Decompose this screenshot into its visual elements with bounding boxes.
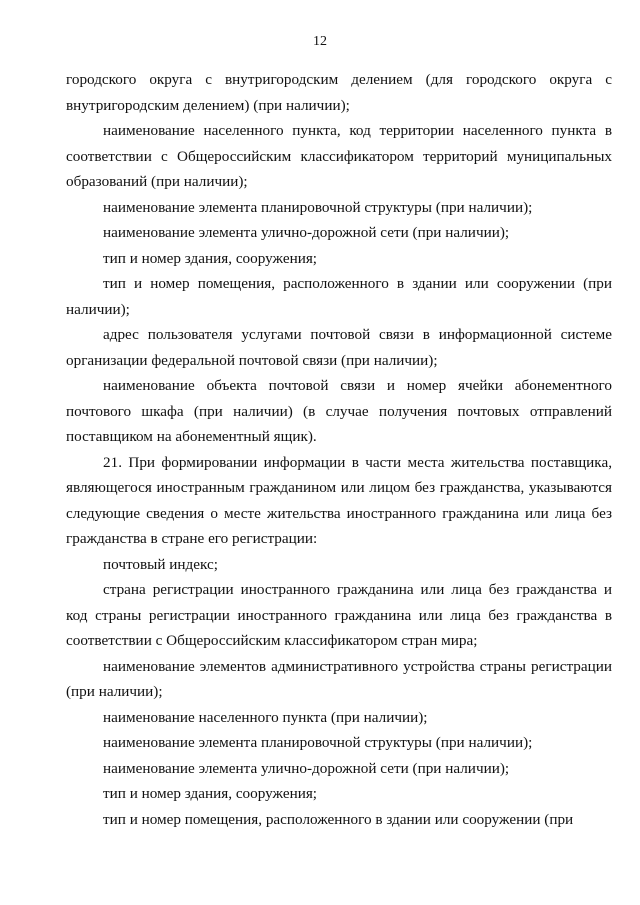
paragraph: наименование объекта почтовой связи и номер ячейки абонементного почтового шкафа (при наличии) (в случае получения почтовых отправлений поставщиком на абонементный ящик). <box>66 377 612 445</box>
paragraph: наименование элемента улично-дорожной сети (при наличии); <box>103 759 510 777</box>
paragraph: наименование элемента планировочной структуры (при наличии); <box>103 198 533 216</box>
paragraph: городского округа с внутригородским делением (для городского округа с внутригородским делением) (при наличии); <box>66 71 612 114</box>
paragraph: наименование элемента улично-дорожной сети (при наличии); <box>103 224 510 241</box>
paragraph: наименование элементов административного устройства страны регистрации (при наличии); <box>66 657 612 700</box>
paragraph: адрес пользователя услугами почтовой связи в информационной системе организации федеральной почтовой связи (при наличии); <box>66 326 612 369</box>
paragraph: наименование населенного пункта (при наличии); <box>103 708 428 726</box>
paragraph: 21. При формировании информации в части места жительства поставщика, являющегося иностранным гражданином или лицом без гражданства, указываются следующие сведения о месте жительства иностранного гражданина или лица без гражданства в стране его регистрации: <box>66 453 612 547</box>
paragraph: тип и номер здания, сооружения; <box>103 249 318 267</box>
document-body <box>66 67 612 832</box>
paragraph: тип и номер здания, сооружения; <box>103 785 318 802</box>
paragraph: наименование населенного пункта, код территории населенного пункта в соответствии с Общероссийским классификатором территорий муниципальных образований (при наличии); <box>66 122 612 190</box>
page-number: 12 <box>313 34 327 49</box>
paragraph: страна регистрации иностранного гражданина или лица без гражданства и код страны регистрации иностранного гражданина или лица без гражданства в соответствии с Общероссийским классификатором стран мира; <box>66 581 612 649</box>
paragraph: тип и номер помещения, расположенного в здании или сооружении (при наличии); <box>66 275 612 318</box>
paragraph: наименование элемента планировочной структуры (при наличии); <box>103 734 533 751</box>
paragraph: почтовый индекс; <box>103 555 218 573</box>
paragraph: тип и номер помещения, расположенного в здании или сооружении (при <box>103 810 574 828</box>
